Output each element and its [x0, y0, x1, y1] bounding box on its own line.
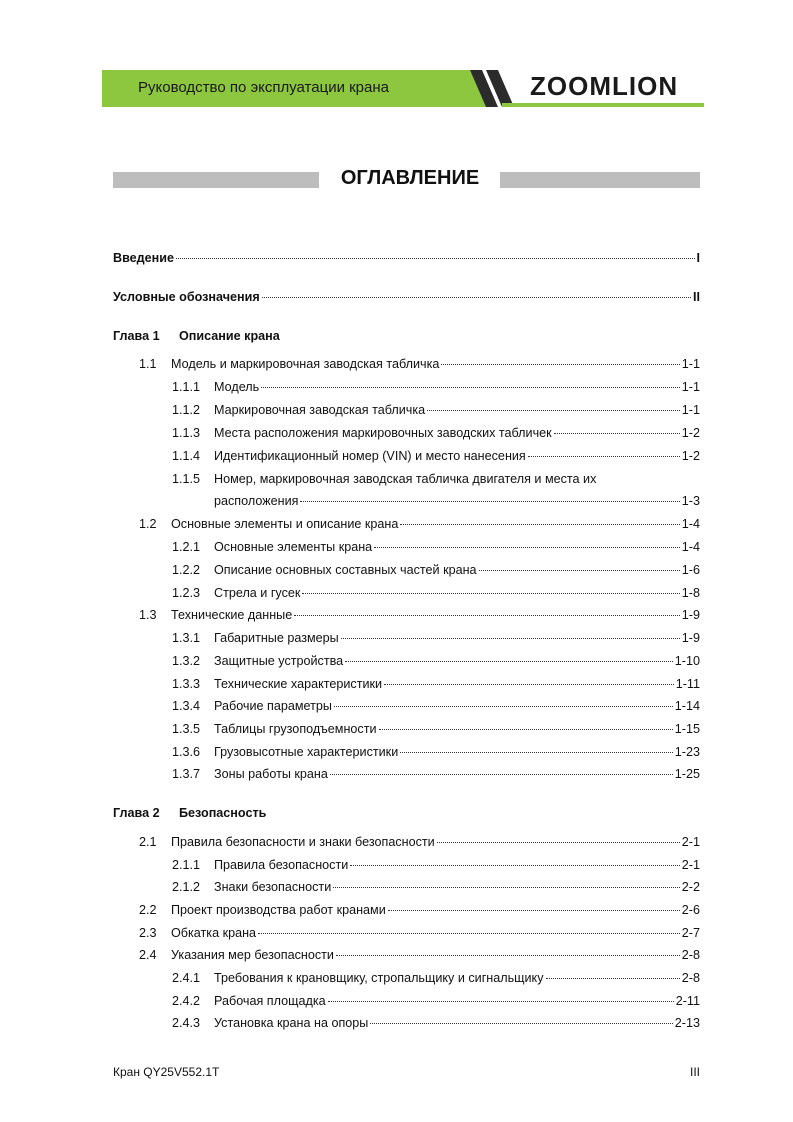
toc-entry-number: 1.3 [139, 608, 157, 622]
toc-entry-number: 2.4.1 [172, 971, 201, 985]
leader-dots [300, 501, 679, 502]
leader-dots [345, 661, 673, 662]
header-title: Руководство по эксплуатации крана [138, 79, 389, 96]
toc-entry[interactable] [113, 400, 700, 420]
toc-entry-page: I [696, 251, 700, 265]
toc-entry-number: 1.2.3 [172, 586, 201, 600]
toc-entry-page: 2-1 [681, 835, 700, 849]
heading-bar-right [500, 172, 700, 188]
toc-entry[interactable] [113, 742, 700, 762]
toc-entry-page: 1-9 [681, 631, 700, 645]
leader-dots [258, 933, 680, 934]
toc-entry-label: Обкатка крана [171, 926, 257, 940]
brand-logo: ZOOMLION [530, 71, 679, 101]
leader-dots [384, 684, 674, 685]
toc-entry-page: 1-8 [681, 586, 700, 600]
leader-dots [388, 910, 680, 911]
toc-entry-page: 2-8 [681, 948, 700, 962]
toc-entry-page: II [693, 290, 700, 304]
toc-entry-label: Зоны работы крана [214, 767, 328, 781]
toc-entry[interactable] [113, 469, 700, 489]
toc-entry[interactable] [113, 651, 700, 671]
footer-page-number: III [689, 1065, 700, 1079]
toc-entry-label: Правила безопасности и знаки безопасности [171, 835, 435, 849]
toc-entry[interactable] [113, 583, 700, 603]
toc-entry-label: Рабочие параметры [214, 699, 332, 713]
leader-dots [528, 456, 680, 457]
leader-dots [350, 865, 680, 866]
toc-entry-label: Места расположения маркировочных заводских табличек [214, 426, 552, 440]
toc-entry-number: 1.1.1 [172, 380, 201, 394]
toc-entry-number: 2.4.3 [172, 1016, 201, 1030]
toc-entry-page: 2-6 [681, 903, 700, 917]
toc-entry-number: 1.3.7 [172, 767, 201, 781]
toc-entry-page: 1-4 [681, 540, 700, 554]
toc-entry-label: Модель [214, 380, 260, 394]
toc-entry-page: 1-23 [674, 745, 700, 759]
toc-entry-label: Правила безопасности [214, 858, 349, 872]
toc-entry-number: 1.1.5 [172, 472, 201, 486]
leader-dots [400, 752, 673, 753]
toc-entry-number: 1.3.4 [172, 699, 201, 713]
toc-entry-number: 2.1.1 [172, 858, 201, 872]
toc-entry-page: 1-15 [674, 722, 700, 736]
toc-entry[interactable] [113, 248, 700, 268]
toc-entry-number: 1.2.2 [172, 563, 201, 577]
toc-entry[interactable] [113, 1013, 700, 1033]
toc-entry-number: 2.1 [139, 835, 157, 849]
footer-model: Кран QY25V552.1T [113, 1065, 220, 1079]
toc-entry-label: Технические характеристики [214, 677, 383, 691]
toc-entry-number: 2.4 [139, 948, 157, 962]
leader-dots [302, 593, 679, 594]
toc-entry-number: 1.3.2 [172, 654, 201, 668]
toc-entry[interactable] [113, 514, 700, 534]
toc-entry[interactable] [113, 560, 700, 580]
toc-entry-page: 1-4 [681, 517, 700, 531]
toc-entry-number: 2.2 [139, 903, 157, 917]
toc-entry-label: расположения [214, 494, 299, 508]
toc-entry-label: Указания мер безопасности [171, 948, 334, 962]
toc-entry-page: 1-2 [681, 449, 700, 463]
toc-entry-page: 2-8 [681, 971, 700, 985]
toc-entry-number: 2.3 [139, 926, 157, 940]
toc-entry-label: Описание основных составных частей крана [214, 563, 477, 577]
leader-dots [479, 570, 680, 571]
leader-dots [374, 547, 680, 548]
toc-entry[interactable] [113, 377, 700, 397]
toc-entry-number: 1.3.6 [172, 745, 201, 759]
heading-bar-left [113, 172, 319, 188]
leader-dots [261, 387, 680, 388]
toc-entry[interactable] [113, 605, 700, 625]
toc-entry-number: 1.1 [139, 357, 157, 371]
leader-dots [330, 774, 673, 775]
toc-entry-label: Грузовысотные характеристики [214, 745, 399, 759]
toc-entry-number: 1.1.2 [172, 403, 201, 417]
toc-entry-number: 1.1.4 [172, 449, 201, 463]
toc-entry-label: Модель и маркировочная заводская табличка [171, 357, 440, 371]
leader-dots [546, 978, 680, 979]
toc-entry[interactable] [113, 423, 700, 443]
toc-entry-page: 1-6 [681, 563, 700, 577]
toc-chapter[interactable] [113, 803, 700, 823]
toc-entry-number: 2.1.2 [172, 880, 201, 894]
toc-entry-label: Описание крана [179, 329, 280, 343]
toc-entry-number: 1.3.3 [172, 677, 201, 691]
toc-entry-label: Знаки безопасности [214, 880, 332, 894]
toc-entry-label: Проект производства работ кранами [171, 903, 386, 917]
toc-entry-label: Введение [113, 251, 175, 265]
toc-entry-page: 1-25 [674, 767, 700, 781]
toc-entry-page: 1-1 [681, 403, 700, 417]
toc-entry-page: 2-2 [681, 880, 700, 894]
toc-entry-label: Условные обозначения [113, 290, 260, 304]
toc-entry-label: Стрела и гусек [214, 586, 301, 600]
toc-entry-number: 1.3.5 [172, 722, 201, 736]
toc-entry-page: 1-11 [675, 677, 700, 691]
toc-entry-page: 2-7 [681, 926, 700, 940]
toc-entry[interactable] [113, 446, 700, 466]
toc-chapter[interactable] [113, 326, 700, 346]
leader-dots [441, 364, 679, 365]
toc-entry[interactable] [113, 900, 700, 920]
toc-entry-number: Глава 2 [113, 806, 160, 820]
toc-entry-label: Безопасность [179, 806, 267, 820]
toc-entry[interactable] [113, 537, 700, 557]
toc-entry-label: Требования к крановщику, стропальщику и сигнальщику [214, 971, 544, 985]
leader-dots [336, 955, 680, 956]
toc-entry[interactable] [113, 628, 700, 648]
leader-dots [427, 410, 680, 411]
header-band [102, 70, 704, 107]
toc-entry[interactable] [113, 923, 700, 943]
toc-entry-label: Номер, маркировочная заводская табличка двигателя и места их [214, 472, 597, 486]
toc-entry[interactable] [113, 354, 700, 374]
toc-entry[interactable] [113, 674, 700, 694]
toc-entry[interactable] [113, 719, 700, 739]
toc-entry[interactable] [113, 945, 700, 965]
leader-dots [333, 887, 680, 888]
leader-dots [341, 638, 680, 639]
leader-dots [554, 433, 680, 434]
toc-entry-page: 2-1 [681, 858, 700, 872]
toc-title: ОГЛАВЛЕНИЕ [340, 167, 480, 189]
toc-entry-number: 1.2.1 [172, 540, 201, 554]
leader-dots [400, 524, 679, 525]
leader-dots [294, 615, 680, 616]
leader-dots [379, 729, 673, 730]
toc-entry[interactable] [113, 855, 700, 875]
toc-entry-page: 1-1 [681, 357, 700, 371]
toc-entry-number: 2.4.2 [172, 994, 201, 1008]
toc-entry-page: 1-10 [674, 654, 700, 668]
toc-entry[interactable] [113, 832, 700, 852]
toc-entry-label: Технические данные [171, 608, 293, 622]
toc-entry-label: Маркировочная заводская табличка [214, 403, 426, 417]
leader-dots [437, 842, 680, 843]
toc-entry-label: Идентификационный номер (VIN) и место нанесения [214, 449, 526, 463]
toc-entry-label: Габаритные размеры [214, 631, 339, 645]
leader-dots [328, 1001, 674, 1002]
toc-entry-label: Таблицы грузоподъемности [214, 722, 377, 736]
toc-entry-continuation[interactable] [113, 491, 700, 511]
leader-dots [176, 258, 694, 259]
toc-entry[interactable] [113, 764, 700, 784]
toc-entry-page: 2-11 [675, 994, 700, 1008]
toc-entry-page: 1-1 [681, 380, 700, 394]
toc-entry[interactable] [113, 287, 700, 307]
toc-entry[interactable] [113, 696, 700, 716]
leader-dots [334, 706, 673, 707]
toc-entry-number: 1.3.1 [172, 631, 201, 645]
toc-entry[interactable] [113, 968, 700, 988]
toc-entry[interactable] [113, 877, 700, 897]
toc-entry-label: Рабочая площадка [214, 994, 326, 1008]
toc-entry-page: 1-2 [681, 426, 700, 440]
toc-entry[interactable] [113, 991, 700, 1011]
leader-dots [370, 1023, 672, 1024]
toc-entry-number: Глава 1 [113, 329, 160, 343]
toc-entry-label: Основные элементы и описание крана [171, 517, 399, 531]
toc-entry-page: 1-3 [681, 494, 700, 508]
leader-dots [262, 297, 691, 298]
toc-entry-page: 2-13 [674, 1016, 700, 1030]
toc-entry-page: 1-9 [681, 608, 700, 622]
toc-entry-label: Защитные устройства [214, 654, 344, 668]
toc-entry-label: Основные элементы крана [214, 540, 373, 554]
toc-entry-page: 1-14 [674, 699, 700, 713]
toc-entry-number: 1.1.3 [172, 426, 201, 440]
toc-entry-number: 1.2 [139, 517, 157, 531]
toc-entry-label: Установка крана на опоры [214, 1016, 369, 1030]
